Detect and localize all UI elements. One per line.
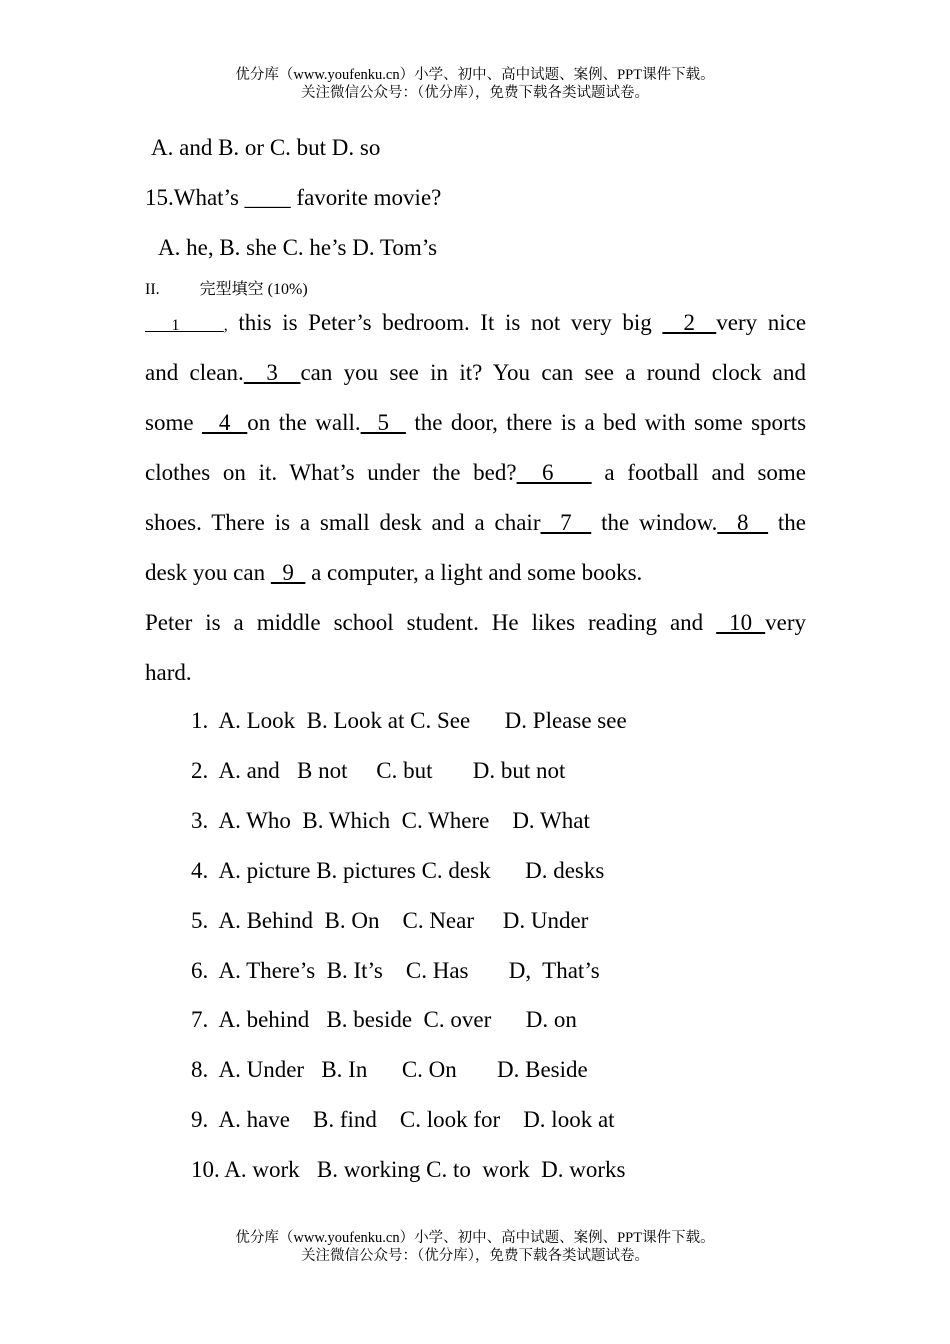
q15-stem-start: 15.What’s (145, 185, 245, 210)
text-7a: Peter is a middle school student. He likes reading and (145, 610, 704, 635)
passage-line-6 (145, 560, 642, 586)
passage-line-8: hard. (145, 660, 192, 685)
q15-blank: ____ (244, 185, 291, 210)
footer-line-1: 优分库（www.youfenku.cn）小学、初中、高中试题、案例、PPT课件下载。 (235, 1230, 715, 1246)
option-row-2: 2. A. and B not C. but D. but not (191, 758, 566, 783)
option-row-7: 7. A. behind B. beside C. over D. on (191, 1007, 577, 1032)
blank-2: 2 (662, 310, 717, 335)
option-row-5: 5. A. Behind B. On C. Near D. Under (191, 908, 589, 933)
passage-line-7 (145, 610, 806, 636)
q14-options: A. and B. or C. but D. so (151, 135, 381, 160)
blank-3: 3 (243, 360, 301, 385)
blank-8: 8 (717, 510, 769, 535)
passage-line-4 (145, 460, 806, 486)
q15-options: A. he, B. she C. he’s D. Tom’s (158, 235, 438, 260)
option-row-4: 4. A. picture B. pictures C. desk D. desks (191, 858, 605, 883)
text-5a: shoes. There is a small desk and a chair (145, 510, 541, 535)
passage-line-1: 1 , this is Peter’s bedroom. It is not very big 2 very nice (145, 310, 807, 335)
passage-line-3 (145, 410, 806, 436)
text-2a: and clean. (145, 360, 244, 385)
blank-5: 5 (360, 410, 406, 435)
passage-line-2 (145, 360, 806, 386)
option-row-1: 1. A. Look B. Look at C. See D. Please see (191, 708, 627, 733)
blank-9: 9 (270, 560, 306, 585)
text-1b: very nice (716, 310, 807, 335)
section-title: 完型填空 (10%) (199, 281, 308, 298)
q15-stem-end: favorite movie? (290, 185, 442, 210)
header-line-2: 关注微信公众号：（优分库），免费下载各类试题试卷。 (301, 85, 649, 101)
header-line-1: 优分库（www.youfenku.cn）小学、初中、高中试题、案例、PPT课件下载。 (235, 67, 715, 83)
text-6b: a computer, a light and some books. (311, 560, 643, 585)
text-5c: the (777, 510, 807, 535)
text-7b: very (765, 610, 807, 635)
option-row-9: 9. A. have B. find C. look for D. look at (191, 1107, 615, 1132)
option-row-8: 8. A. Under B. In C. On D. Beside (191, 1057, 588, 1082)
blank-6: 6 (516, 460, 592, 485)
text-4a: clothes on it. What’s under the bed? (145, 460, 517, 485)
page-header (0, 66, 950, 102)
text-4b: a football and some (604, 460, 807, 485)
text-3a: some (145, 410, 194, 435)
text-2b: can you see in it? You can see a round clock and (300, 360, 806, 385)
section-number: II. (145, 281, 160, 298)
blank-1: 1 (145, 317, 224, 334)
passage-line-5 (145, 510, 806, 536)
blank-4: 4 (202, 410, 248, 435)
text-3c: the door, there is a bed with some sports (414, 410, 807, 435)
q15-stem (145, 185, 441, 211)
footer-line-2: 关注微信公众号：（优分库），免费下载各类试题试卷。 (301, 1248, 649, 1264)
blank-10: 10 (716, 610, 766, 635)
text-5b: the window. (601, 510, 718, 535)
text-6a: desk you can (145, 560, 266, 585)
option-row-6: 6. A. There’s B. It’s C. Has D, That’s (191, 958, 600, 983)
text-1a: this is Peter’s bedroom. It is not very big (238, 310, 652, 335)
text-3b: on the wall. (247, 410, 361, 435)
option-row-10: 10. A. work B. working C. to work D. works (191, 1157, 626, 1182)
page-footer (0, 1229, 950, 1265)
section-2-heading (145, 276, 308, 299)
option-row-3: 3. A. Who B. Which C. Where D. What (191, 808, 590, 833)
blank-7: 7 (540, 510, 592, 535)
